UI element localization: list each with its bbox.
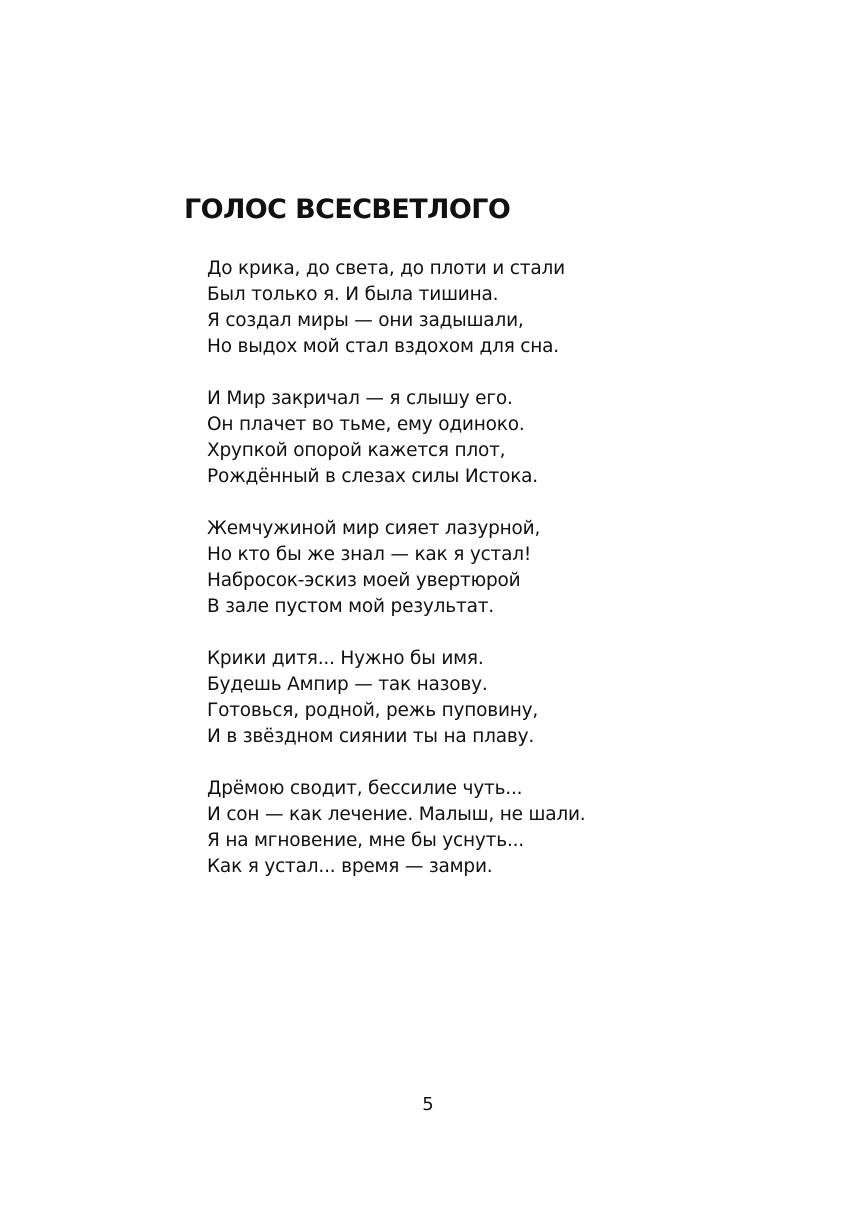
poem-line: Он плачет во тьме, ему одиноко. — [207, 414, 525, 435]
poem-line: Набросок-эскиз моей увертюрой — [207, 570, 521, 591]
stanza-3 — [207, 516, 807, 620]
stanza-2 — [207, 386, 807, 490]
poem-line: Готовься, родной, режь пуповину, — [207, 700, 539, 721]
poem-line: Крики дитя... Нужно бы имя. — [207, 648, 484, 669]
poem-body — [207, 256, 807, 906]
poem-line: И Мир закричал — я слышу его. — [207, 388, 513, 409]
poem-line: Я на мгновение, мне бы уснуть... — [207, 830, 524, 851]
poem-line: Но выдох мой стал вздохом для сна. — [207, 336, 559, 357]
poem-line: Я создал миры — они задышали, — [207, 310, 524, 331]
poem-title: ГОЛОС ВСЕСВЕТЛОГО — [184, 194, 511, 225]
poem-line: Будешь Ампир — так назову. — [207, 674, 488, 695]
poem-line: До крика, до света, до плоти и стали — [207, 258, 565, 279]
poem-line: Дрёмою сводит, бессилие чуть... — [207, 778, 523, 799]
poem-line: И в звёздном сиянии ты на плаву. — [207, 726, 535, 747]
stanza-5 — [207, 776, 807, 880]
poem-line: В зале пустом мой результат. — [207, 596, 494, 617]
stanza-1 — [207, 256, 807, 360]
poem-line: Рождённый в слезах силы Истока. — [207, 466, 538, 487]
poem-line: Но кто бы же знал — как я устал! — [207, 544, 532, 565]
poem-line: Жемчужиной мир сияет лазурной, — [207, 518, 541, 539]
poem-line: И сон — как лечение. Малыш, не шали. — [207, 804, 586, 825]
poem-line: Как я устал... время — замри. — [207, 856, 493, 877]
poem-line: Был только я. И была тишина. — [207, 284, 499, 305]
stanza-4 — [207, 646, 807, 750]
page-number: 5 — [422, 1094, 434, 1115]
poem-line: Хрупкой опорой кажется плот, — [207, 440, 506, 461]
